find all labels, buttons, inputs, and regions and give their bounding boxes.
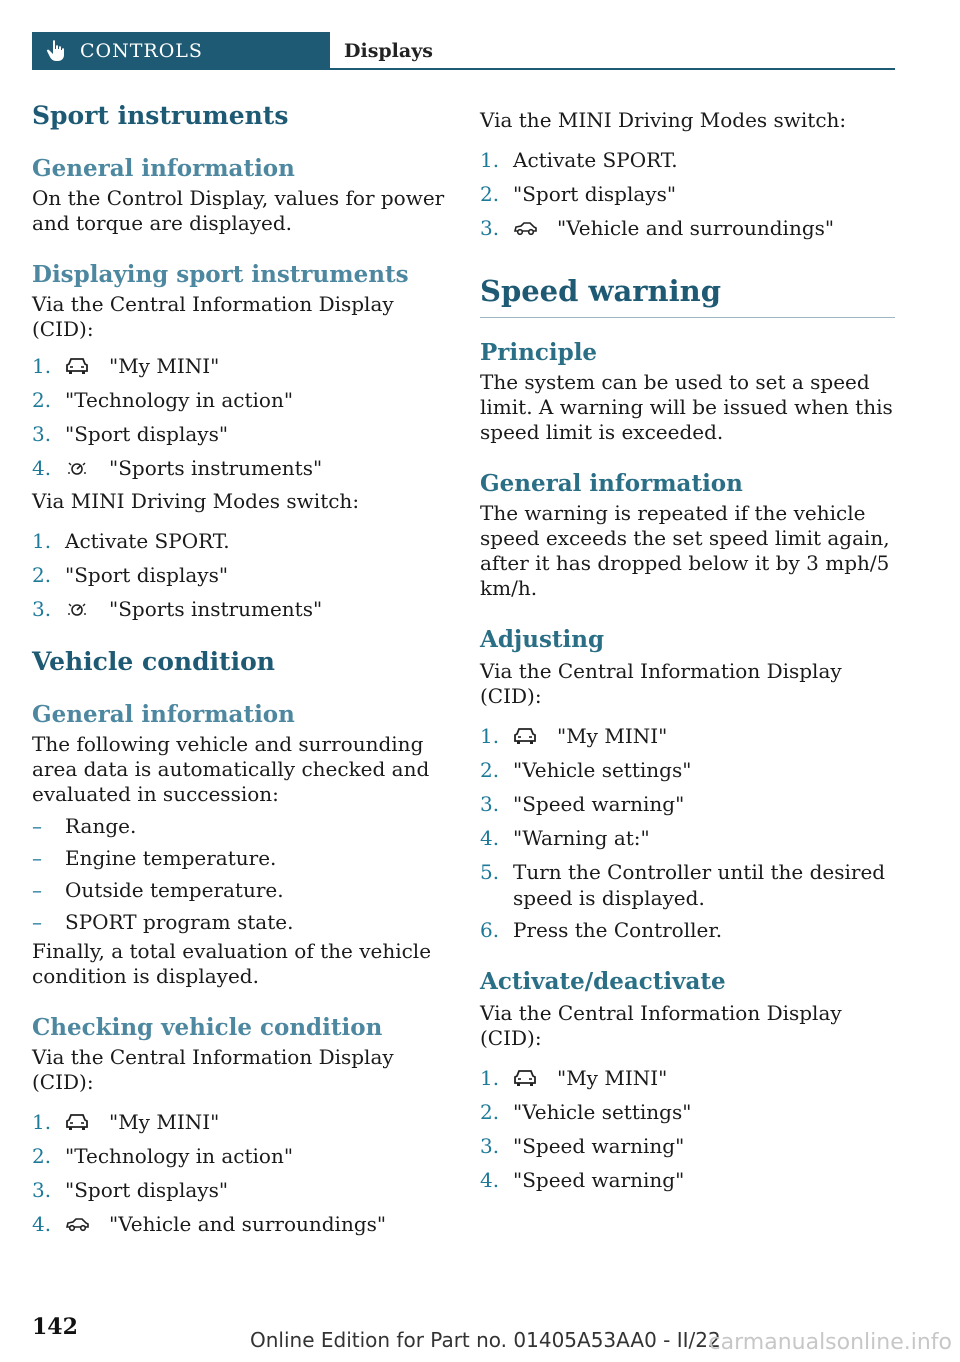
via-cid-text: Via the Central Information Display (CID):	[32, 1045, 394, 1094]
via-switch-text: Via MINI Driving Modes switch:	[32, 489, 360, 513]
edition-text: Online Edition for Part no. 01405A53AA0 - II/22	[250, 1328, 721, 1352]
chapter-label: Displays	[344, 40, 433, 62]
via-cid-text: Via the Central Information Display (CID):	[32, 292, 394, 341]
list-item: 2. "Sport displays"	[32, 563, 229, 587]
vehicle-cid-steps	[32, 1109, 450, 1237]
adjusting-steps	[480, 723, 895, 943]
heading-vehicle-condition: Vehicle condition	[32, 647, 275, 676]
car-side-icon	[65, 1215, 89, 1233]
via-cid-text: Via the Central Information Display (CID):	[480, 1001, 842, 1050]
list-item: 1. "My MINI"	[480, 724, 668, 748]
sport-switch-steps	[32, 528, 450, 622]
list-item: 3. "Sport displays"	[32, 1178, 229, 1202]
list-item: – Outside temperature.	[32, 878, 284, 902]
left-column	[32, 100, 450, 1237]
list-item: 2. "Sport displays"	[480, 182, 677, 206]
list-item: 3. "Speed warning"	[480, 1134, 685, 1158]
list-item: 1. Activate SPORT.	[480, 148, 678, 172]
sport-gauge-icon	[65, 459, 89, 477]
right-column	[480, 100, 895, 1193]
vehicle-info-text: The following vehicle and surrounding area data is automatically checked and evaluated in succession:	[32, 732, 430, 806]
list-item: – Engine temperature.	[32, 846, 277, 870]
list-item: 1. "My MINI"	[480, 1066, 668, 1090]
via-cid-text: Via the Central Information Display (CID):	[480, 659, 842, 708]
list-item: 5. Turn the Controller until the desired speed is displayed.	[480, 860, 886, 910]
principle-text: The system can be used to set a speed limit. A warning will be issued when this speed limit is exceeded.	[480, 370, 893, 444]
heading-activate-deactivate: Activate/deactivate	[480, 968, 726, 995]
list-item: 2. "Vehicle settings"	[480, 758, 692, 782]
list-item: 6. Press the Controller.	[480, 918, 723, 942]
sport-gauge-icon	[65, 600, 89, 618]
activate-steps	[480, 1065, 895, 1193]
car-front-icon	[513, 727, 537, 745]
page-header	[32, 32, 895, 70]
heading-displaying-sport: Displaying sport instruments	[32, 261, 409, 288]
list-item: 3. "Vehicle and surroundings"	[480, 216, 835, 240]
heading-general-information: General information	[32, 701, 295, 728]
heading-adjusting: Adjusting	[480, 626, 605, 653]
list-item: 3. "Speed warning"	[480, 792, 685, 816]
heading-general-information: General information	[480, 470, 743, 497]
page-number: 142	[32, 1314, 78, 1340]
sport-info-text: On the Control Display, values for power and torque are displayed.	[32, 186, 445, 235]
watermark: carmanualsonline.info	[708, 1330, 952, 1355]
car-side-icon	[513, 219, 537, 237]
hand-pointer-icon	[46, 40, 66, 62]
sport-cid-steps	[32, 353, 450, 481]
list-item: 2. "Vehicle settings"	[480, 1100, 692, 1124]
heading-speed-warning: Speed warning	[480, 271, 895, 318]
speed-info-text: The warning is repeated if the vehicle speed exceeds the set speed limit again, after it has dropped below it by 3 mph/5 km/h.	[480, 501, 890, 600]
list-item: 4. "Speed warning"	[480, 1168, 685, 1192]
list-item: 1. "My MINI"	[32, 354, 220, 378]
list-item: – SPORT program state.	[32, 910, 294, 934]
heading-sport-instruments: Sport instruments	[32, 101, 289, 130]
section-tab	[32, 32, 330, 70]
list-item: 1. Activate SPORT.	[32, 529, 230, 553]
list-item: 2. "Technology in action"	[32, 1144, 294, 1168]
list-item: 4. "Warning at:"	[480, 826, 650, 850]
list-item: 3. "Sport displays"	[32, 422, 229, 446]
car-front-icon	[65, 357, 89, 375]
list-item: – Range.	[32, 814, 137, 838]
via-switch-text: Via the MINI Driving Modes switch:	[480, 108, 847, 132]
vehicle-check-list	[32, 813, 450, 935]
car-front-icon	[513, 1069, 537, 1087]
list-item: 3. "Sports instruments"	[32, 597, 323, 621]
heading-general-information: General information	[32, 155, 295, 182]
list-item: 4. "Vehicle and surroundings"	[32, 1212, 387, 1236]
heading-principle: Principle	[480, 339, 598, 366]
section-label: CONTROLS	[80, 40, 203, 62]
vehicle-final-text: Finally, a total evaluation of the vehicle condition is displayed.	[32, 939, 432, 988]
heading-checking-vehicle: Checking vehicle condition	[32, 1014, 383, 1041]
list-item: 1. "My MINI"	[32, 1110, 220, 1134]
car-front-icon	[65, 1113, 89, 1131]
list-item: 2. "Technology in action"	[32, 388, 294, 412]
list-item: 4. "Sports instruments"	[32, 456, 323, 480]
vehicle-switch-steps	[480, 147, 895, 241]
